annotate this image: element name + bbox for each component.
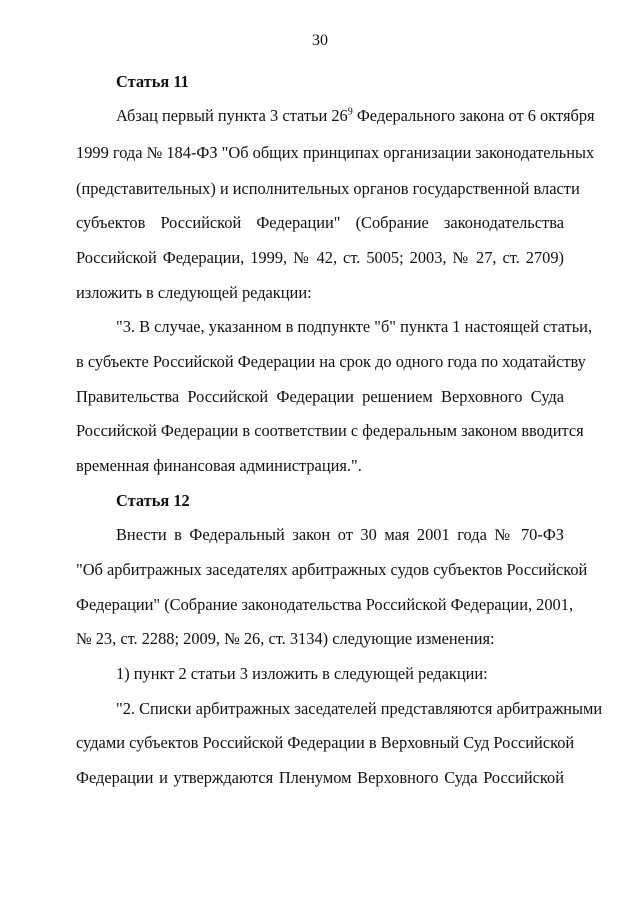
superscript-9: 9 [347,106,353,118]
article-11-quote-line-2: в субъекте Российской Федерации на срок до одного года по ходатайству [76,352,586,371]
article-11-title: Статья 11 [116,72,189,91]
article-12-quote-line-2: судами субъектов Российской Федерации в Верховный Суд Российской [76,733,575,752]
article-12-line-1: Внести в Федеральный закон от 30 мая 2001 года № 70-ФЗ [116,525,564,544]
article-12-quote-line-3: Федерации и утверждаются Пленумом Верховного Суда Российской [76,768,564,787]
article-12-quote-line-1: "2. Списки арбитражных заседателей представляются арбитражными [116,699,603,718]
article-12-line-3: Федерации" (Собрание законодательства Российской Федерации, 2001, [76,595,574,614]
article-11-line-1-b: Федерального закона от 6 октября [356,106,595,125]
article-12-item-1: 1) пункт 2 статьи 3 изложить в следующей редакции: [116,664,488,683]
article-12-line-4: № 23, ст. 2288; 2009, № 26, ст. 3134) следующие изменения: [76,629,495,648]
article-11-quote-line-5: временная финансовая администрация.". [76,456,362,475]
page-number: 30 [312,32,328,49]
article-11-line-6: изложить в следующей редакции: [76,283,312,302]
article-11-line-3: (представительных) и исполнительных органов государственной власти [76,179,580,198]
article-11-line-1-a: Абзац первый пункта 3 статьи 26 [116,106,348,125]
article-11-quote-line-1: "3. В случае, указанном в подпункте "б" пункта 1 настоящей статьи, [116,317,593,336]
article-11-line-2: 1999 года № 184-ФЗ "Об общих принципах организации законодательных [76,143,595,162]
article-12-title: Статья 12 [116,491,190,510]
article-12-line-2: "Об арбитражных заседателях арбитражных судов субъектов Российской [76,560,588,579]
article-11-line-4: субъектов Российской Федерации" (Собрание законодательства [76,213,564,232]
article-11-quote-line-3: Правительства Российской Федерации решением Верховного Суда [76,387,564,406]
article-11-quote-line-4: Российской Федерации в соответствии с федеральным законом вводится [76,421,584,440]
article-11-line-1 [116,106,595,126]
article-11-line-5: Российской Федерации, 1999, № 42, ст. 5005; 2003, № 27, ст. 2709) [76,248,564,267]
